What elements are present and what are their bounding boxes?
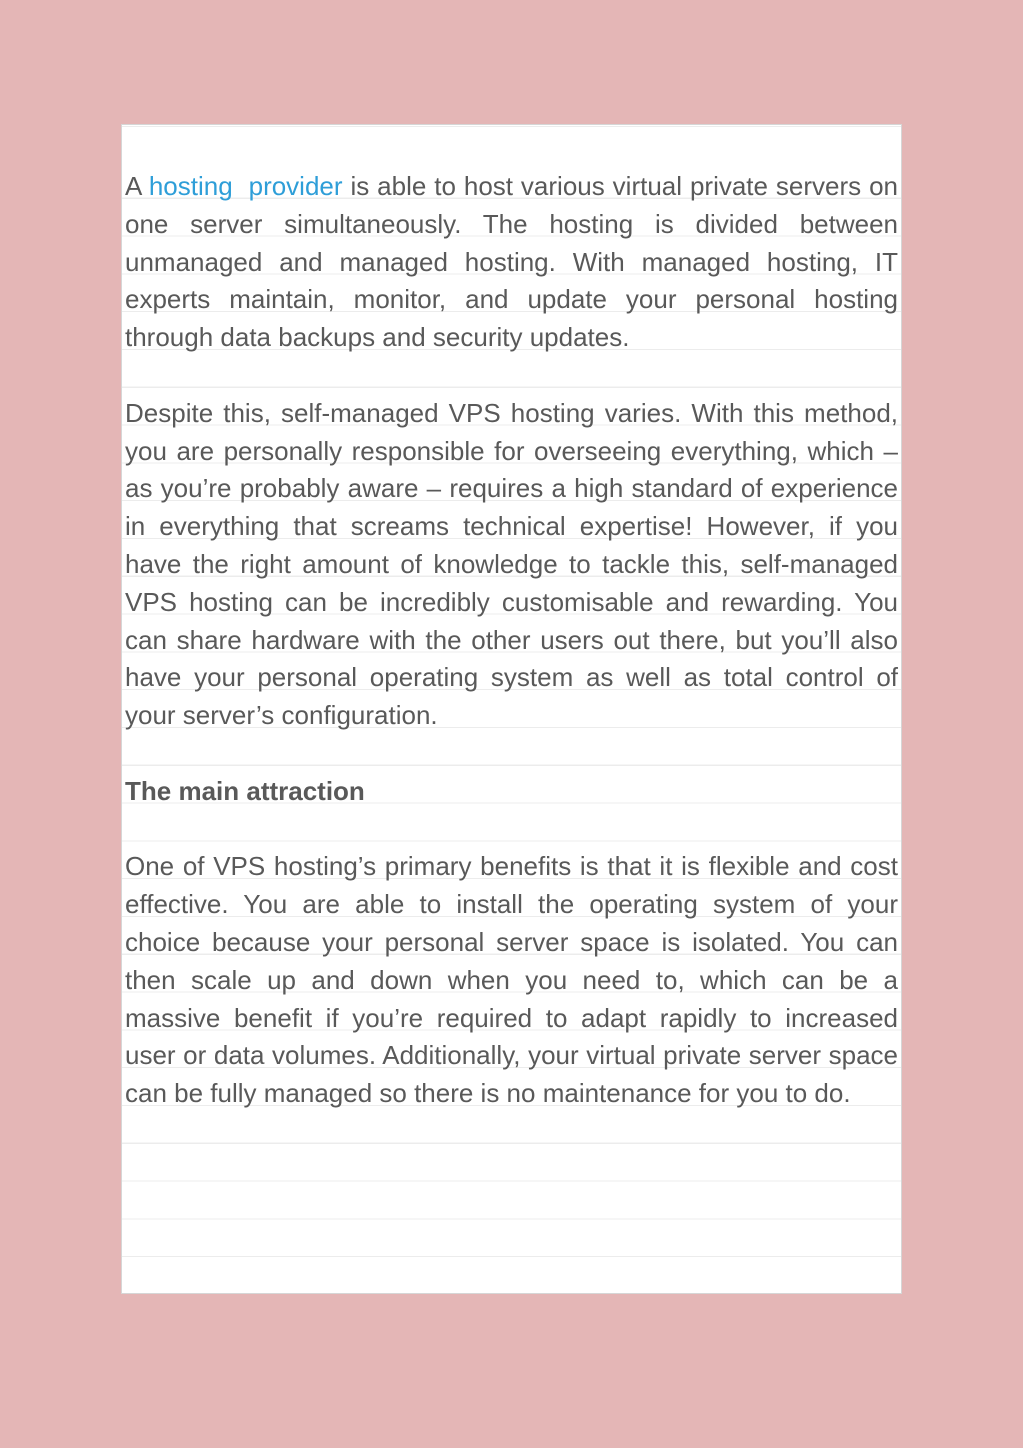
paragraph-intro-prefix: A — [125, 171, 149, 201]
document-body — [125, 168, 898, 1151]
paragraph-benefits: One of VPS hosting’s primary benefits is that it is flexible and cost effective. You are able to install the operating system of your choice because your personal server space is isolated. You can then scale up and down when you need to, which can be a massive benefit if you’re required to adapt rapidly to increased user or data volumes. Additionally, your virtual private server space can be fully managed so there is no maintenance for you to do. — [125, 851, 898, 1109]
document-page — [121, 124, 902, 1294]
paragraph-intro — [125, 168, 898, 357]
section-heading: The main attraction — [125, 775, 365, 806]
paragraph-intro-text: is able to host various virtual private servers on one server simultaneously. The hosting is divided between unmanaged and managed hosting. With managed hosting, IT experts maintain, monitor, and update your personal hosting through data backups and security updates. — [125, 171, 898, 353]
paragraph-self-managed: Despite this, self-managed VPS hosting varies. With this method, you are personally responsible for overseeing everything, which – as you’re probably aware – requires a high standard of experience in everything that screams technical expertise! However, if you have the right amount of knowledge to tackle this, self-managed VPS hosting can be incredibly customisable and rewarding. You can share hardware with the other users out there, but you’ll also have your personal operating system as well as total control of your server’s configuration. — [125, 397, 898, 731]
hosting-provider-link[interactable]: hosting provider — [148, 171, 343, 201]
